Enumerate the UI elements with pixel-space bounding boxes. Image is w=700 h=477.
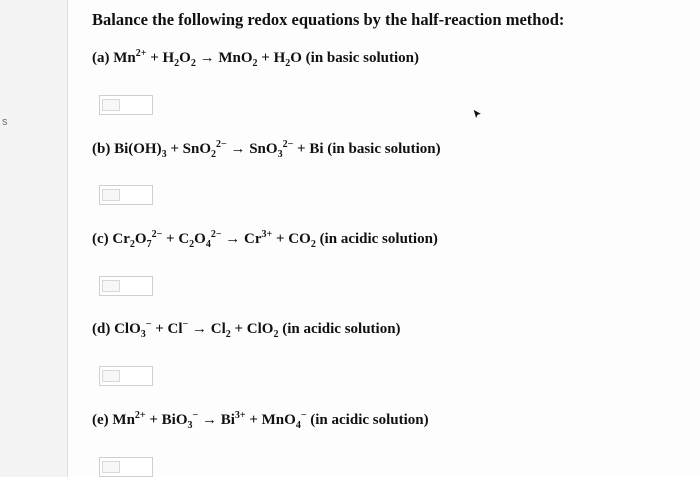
answer-input-e-placeholder (102, 461, 120, 473)
equation-e-condition: (in acidic solution) (310, 412, 429, 428)
equation-a-label: (a) (92, 50, 110, 66)
answer-input-e[interactable] (99, 457, 153, 477)
equation-a-condition: (in basic solution) (305, 50, 420, 66)
answer-input-c-placeholder (102, 280, 120, 292)
answer-input-b[interactable] (99, 185, 153, 205)
equation-c-label: (c) (92, 231, 109, 247)
answer-input-d[interactable] (99, 366, 153, 386)
equation-c: (c) $Cr_2O_7^{2-} + C_2O_4^{2-} \to Cr^{3+} + CO_2$ (in acidic solution) (92, 229, 438, 250)
question-title: Balance the following redox equations by the half-reaction method: (92, 10, 565, 29)
equation-c-condition: (in acidic solution) (319, 231, 438, 247)
equation-d-label: (d) (92, 321, 111, 337)
answer-input-b-placeholder (102, 189, 120, 201)
equation-d-condition: (in acidic solution) (282, 321, 401, 337)
answer-input-a-placeholder (102, 99, 120, 111)
equation-b: (b) $Bi(OH)_3 + SnO_2^{2-} \to SnO_3^{2-} + Bi$ (in basic solution) (92, 139, 441, 160)
answer-input-a[interactable] (99, 95, 153, 115)
left-panel-edge (0, 0, 68, 477)
equation-d: (d) $ClO_3^- + Cl^- \to Cl_2 + ClO_2$ (in acidic solution) (92, 319, 401, 340)
answer-input-d-placeholder (102, 370, 120, 382)
mouse-pointer-icon (472, 108, 484, 122)
left-panel-label: s (2, 116, 8, 128)
equation-e-label: (e) (92, 412, 109, 428)
answer-input-c[interactable] (99, 276, 153, 296)
equation-b-label: (b) (92, 141, 111, 157)
equation-a: (a) $Mn^{2+} + H_2O_2 \to MnO_2 + H_2O$ (in basic solution) (92, 48, 420, 69)
equation-e: (e) $Mn^{2+} + BiO_3^- \to Bi^{3+} + MnO_4^-$ (in acidic solution) (92, 410, 429, 431)
equation-b-condition: (in basic solution) (327, 141, 441, 157)
